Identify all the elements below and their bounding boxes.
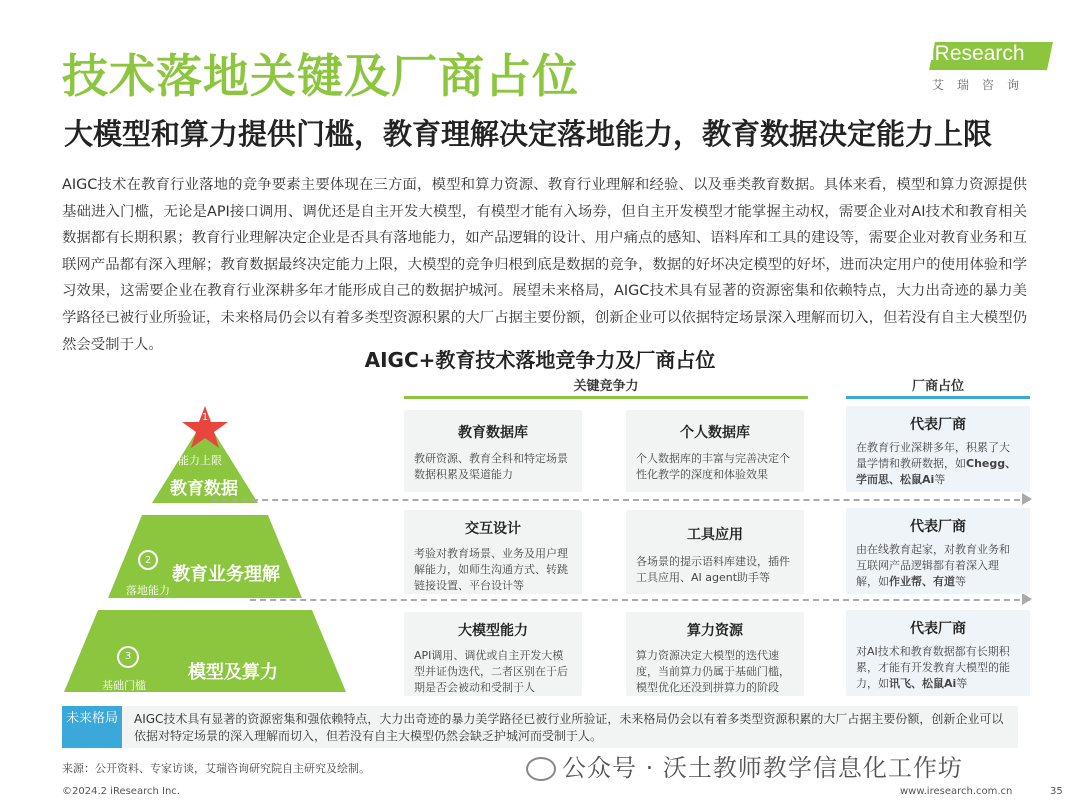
pyramid-label-1: 教育数据 bbox=[170, 479, 238, 499]
pyramid-sub-3: 基础门槛 bbox=[102, 679, 146, 692]
column-header-vendors: 厂商占位 bbox=[911, 379, 964, 394]
row-divider-1 bbox=[212, 499, 1030, 501]
column-underline-blue bbox=[846, 396, 1030, 399]
card-title: 代表厂商 bbox=[910, 519, 966, 535]
card-interaction-design bbox=[404, 510, 582, 594]
page-title: 技术落地关键及厂商占位 bbox=[62, 49, 579, 103]
card-title: 代表厂商 bbox=[910, 417, 966, 433]
card-description: 在教育行业深耕多年，积累了大量学情和教研数据，如Chegg、学而思、松鼠Ai等 bbox=[856, 441, 1017, 486]
arrow-right-icon bbox=[1022, 493, 1034, 505]
card-description: 算力资源决定大模型的迭代速度，当前算力仍属于基础门槛，模型优化还没到拼算力的阶段 bbox=[636, 649, 790, 694]
intro-paragraph: AIGC技术在教育行业落地的竞争要素主要体现在三方面，模型和算力资源、教育行业理解和经验、以及垂类教育数据。具体来看，模型和算力资源提供基础进入门槛，无论是API接口调用、调优还是自主开发大模型，有模型才能有入场券，但自主开发模型才能掌握主动权，需要企业对AI技术和教育相关数据都有长期积累；教育行业理解决定企业是否具有落地能力，如产品逻辑的设计、用户痛点的感知、语料库和工具的建设等，需要企业对教育业务和互联网产品都有深入理解；教育数据最终决定能力上限，大模型的竞争归根到底是数据的竞争，数据的好坏决定模型的好坏，进而决定用户的使用体验和学习效果，这需要企业在教育行业深耕多年才能形成自己的数据护城河。展望未来格局，AIGC技术具有显著的资源密集和依赖特点，大力出奇迹的暴力美学路径已被行业所验证，未来格局仍会以有着多类型资源积累的大厂占据主要份额，创新企业可以依据特定场景深入理解而切入，但若没有自主大模型仍然会受制于人。 bbox=[62, 177, 1027, 353]
pyramid-label-3: 模型及算力 bbox=[188, 662, 278, 683]
pyramid-sub-2: 落地能力 bbox=[126, 584, 170, 597]
card-vendor-row-3 bbox=[846, 610, 1030, 696]
card-vendor-row-1 bbox=[846, 406, 1030, 492]
pyramid-diagram bbox=[60, 400, 360, 700]
card-title: 交互设计 bbox=[465, 521, 521, 537]
diagram-title: AIGC+教育技术落地竞争力及厂商占位 bbox=[364, 348, 716, 372]
card-title: 个人数据库 bbox=[680, 425, 750, 441]
card-title: 代表厂商 bbox=[910, 621, 966, 637]
future-outlook-text: AIGC技术具有显著的资源密集和强依赖特点，大力出奇迹的暴力美学路径已被行业所验证，未来格局仍会以有着多类型资源积累的大厂占据主要份额，创新企业可以依据对特定场景的深入理解而切入，但若没有自主大模型仍然会缺乏护城河而受制于人。 bbox=[134, 712, 1004, 743]
card-title: 教育数据库 bbox=[458, 425, 528, 441]
card-tool-application bbox=[626, 510, 804, 594]
pyramid-sub-1: 能力上限 bbox=[178, 454, 222, 467]
card-description: 由在线教育起家，对教育业务和互联网产品逻辑都有着深入理解，如作业帮、有道等 bbox=[856, 543, 1010, 588]
pyramid-num-2: 2 bbox=[144, 555, 152, 566]
page-subtitle: 大模型和算力提供门槛，教育理解决定落地能力，教育数据决定能力上限 bbox=[64, 117, 993, 151]
card-title: 工具应用 bbox=[687, 527, 743, 543]
pyramid-num-1: 1 bbox=[201, 412, 209, 423]
column-header-competitiveness: 关键竞争力 bbox=[573, 379, 639, 394]
card-description: 教研资源、教育全科和特定场景数据积累及渠道能力 bbox=[414, 452, 568, 481]
page-number: 35 bbox=[1050, 786, 1063, 797]
card-description: API调用、调优或自主开发大模型并证伪迭代，二者区别在于后期是否会被动和受制于人 bbox=[414, 649, 568, 694]
future-outlook-tag: 未来格局 bbox=[62, 706, 122, 748]
copyright: ©2024.2 iResearch Inc. bbox=[62, 786, 180, 797]
card-personal-database bbox=[626, 410, 804, 492]
pyramid-label-2: 教育业务理解 bbox=[172, 564, 280, 585]
card-description: 各场景的提示语料库建设，插件工具应用、AI agent助手等 bbox=[636, 555, 790, 584]
column-underline-green bbox=[404, 396, 808, 399]
card-title: 大模型能力 bbox=[458, 623, 528, 639]
logo-subtext: 艾瑞咨询 bbox=[932, 78, 1033, 92]
arrow-right-icon bbox=[1022, 593, 1034, 605]
pyramid-num-3: 3 bbox=[124, 651, 132, 662]
website-link[interactable]: www.iresearch.com.cn bbox=[900, 786, 1013, 797]
card-description: 对AI技术和教育数据都有长期积累，才能有开发教育大模型的能力，如讯飞、松鼠Ai等 bbox=[856, 645, 1010, 690]
card-model-capability bbox=[404, 612, 582, 696]
card-description: 考验对教育场景、业务及用户理解能力，如师生沟通方式、转跳链接设置、平台设计等 bbox=[414, 547, 568, 592]
wechat-icon bbox=[526, 757, 556, 781]
iresearch-logo bbox=[928, 40, 1052, 96]
watermark: 公众号 · 沃土教师教学信息化工作坊 bbox=[526, 748, 963, 783]
row-divider-2 bbox=[250, 599, 1030, 601]
card-title: 算力资源 bbox=[687, 623, 743, 639]
card-vendor-row-2 bbox=[846, 508, 1030, 594]
card-education-database bbox=[404, 410, 582, 492]
source-note: 来源：公开资料、专家访谈，艾瑞咨询研究院自主研究及绘制。 bbox=[62, 762, 370, 775]
card-description: 个人数据库的丰富与完善决定个性化教学的深度和体验效果 bbox=[636, 452, 790, 481]
card-compute-resources bbox=[626, 612, 804, 696]
logo-text: iResearch bbox=[930, 42, 1025, 65]
